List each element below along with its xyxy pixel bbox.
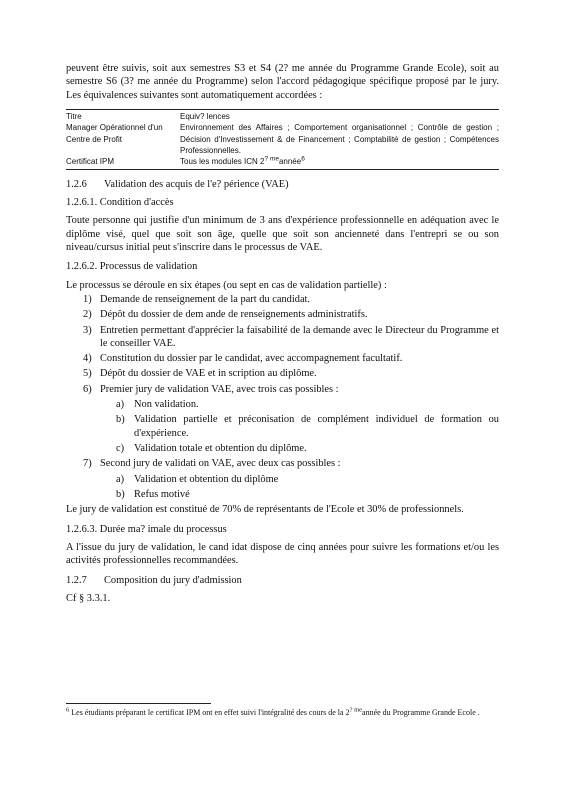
footnote-separator (66, 703, 211, 704)
list-text: Refus motivé (134, 488, 190, 500)
list-letter: a) (116, 473, 125, 485)
cross-reference-paragraph: Cf § 3.3.1. (66, 592, 111, 604)
footnote-marker: 6 (66, 706, 70, 714)
list-number: 1) (83, 293, 92, 305)
list-item (66, 367, 499, 380)
section-title: Validation des acquis de l'e? périence (VAE) (104, 178, 289, 190)
list-number: 4) (83, 353, 92, 365)
list-item (66, 457, 499, 501)
equivalence-table (66, 109, 499, 170)
process-lead: Le processus se déroule en six étapes (ou sept en cas de validation partielle) : (66, 279, 387, 291)
section-heading-1-2-6 (66, 178, 499, 191)
list-text: Demande de renseignement de la part du candidat. (100, 293, 311, 305)
step6-sub-list (100, 398, 499, 455)
list-number: 5) (83, 368, 92, 380)
section-number: 1.2.6 (66, 178, 87, 190)
section-number: 1.2.7 (66, 574, 87, 586)
list-item (100, 398, 499, 411)
intro-paragraph: peuvent être suivis, soit aux semestres S3 et S4 (2? me année du Programme Grande Ecole), soit au semestre S6 (3? me année du Programme) selon l'accord pédagogique spécifique proposé par le jury. Les équivalences suivantes sont automatiquement accordées : (66, 63, 499, 101)
equivalence-value-cell (180, 156, 499, 167)
footnote (66, 708, 499, 719)
process-steps-list (66, 293, 499, 501)
step7-sub-list (100, 473, 499, 502)
equivalence-value-tail: année (278, 157, 302, 167)
list-number: 2) (83, 309, 92, 321)
list-item (100, 413, 499, 440)
footnote-text: Les étudiants préparant le certificat IPM ont en effet suivi l'intégralité des cours de la 2 (71, 708, 350, 717)
list-letter: b) (116, 488, 125, 500)
list-text: Second jury de validati on VAE, avec deux cas possibles : (100, 458, 341, 470)
section-title: Composition du jury d'admission (104, 574, 242, 586)
jury-composition-paragraph: Le jury de validation est constitué de 70% de représentants de l'Ecole et 30% de professionnels. (66, 504, 464, 516)
equivalence-title-cell: Manager Opérationnel d'un Centre de Profit (66, 123, 163, 144)
list-item (100, 473, 499, 486)
equivalence-title-cell: Certificat IPM (66, 157, 115, 167)
list-number: 7) (83, 458, 92, 470)
list-text: Dépôt du dossier de dem ande de renseignements administratifs. (100, 309, 368, 321)
footnote-tail: année du Programme Grande Ecole . (362, 708, 480, 717)
document-page (66, 62, 499, 605)
list-text: Validation partielle et préconisation de complément individuel de formation ou d'expérience. (134, 414, 499, 439)
list-text: Non validation. (134, 399, 199, 411)
equivalence-table-header (66, 111, 499, 122)
list-text: Dépôt du dossier de VAE et in scription au diplôme. (100, 368, 317, 380)
equivalence-header-equivalences: Equiv? lences (180, 111, 230, 121)
list-letter: a) (116, 399, 125, 411)
list-number: 3) (83, 324, 92, 336)
list-item (100, 488, 499, 501)
max-duration-paragraph: A l'issue du jury de validation, le cand idat dispose de cinq années pour suivre les formations et/ou les activités professionnelles recommandées. (66, 541, 499, 567)
superscript-ordinal: ? me (264, 155, 279, 163)
table-row (66, 156, 499, 167)
list-text: Entretien permettant d'apprécier la faisabilité de la demande avec le Directeur du Programme et le conseiller VAE. (100, 324, 499, 349)
superscript-ordinal: ? me (349, 706, 363, 714)
list-item (100, 442, 499, 455)
footnote-reference: 6 (301, 155, 305, 163)
table-row (66, 122, 499, 156)
list-letter: b) (116, 414, 125, 426)
list-text: Validation totale et obtention du diplôme. (134, 443, 307, 455)
section-heading-1-2-7 (66, 574, 499, 587)
equivalence-value-text: Tous les modules ICN 2 (180, 157, 265, 167)
equivalence-value-cell: Environnement des Affaires ; Comportement organisationnel ; Contrôle de gestion ; Décision d'Investissement & de Financement ; Comptabilité de gestion ; Compétences Professionnelles. (180, 123, 499, 156)
list-item (66, 352, 499, 365)
list-number: 6) (83, 383, 92, 395)
list-text: Constitution du dossier par le candidat, avec accompagnement facultatif. (100, 353, 403, 365)
subsection-heading-1-2-6-1: 1.2.6.1. Condition d'accès (66, 197, 174, 209)
list-item (66, 324, 499, 351)
list-text: Validation et obtention du diplôme (134, 473, 279, 485)
subsection-heading-1-2-6-2: 1.2.6.2. Processus de validation (66, 261, 198, 273)
subsection-heading-1-2-6-3: 1.2.6.3. Durée ma? imale du processus (66, 523, 227, 535)
list-item (66, 308, 499, 321)
access-condition-paragraph: Toute personne qui justifie d'un minimum de 3 ans d'expérience professionnelle en adéquation avec le diplôme visé, quel que soit son âge, quelle que soit son ancienneté dans l'entrepri se ou son niveau/cursus initial peut s'inscrire dans le processus de VAE. (66, 215, 499, 253)
equivalence-header-title: Titre (66, 111, 82, 121)
list-letter: c) (116, 443, 125, 455)
list-text: Premier jury de validation VAE, avec trois cas possibles : (100, 383, 339, 395)
list-item (66, 293, 499, 306)
list-item (66, 383, 499, 456)
